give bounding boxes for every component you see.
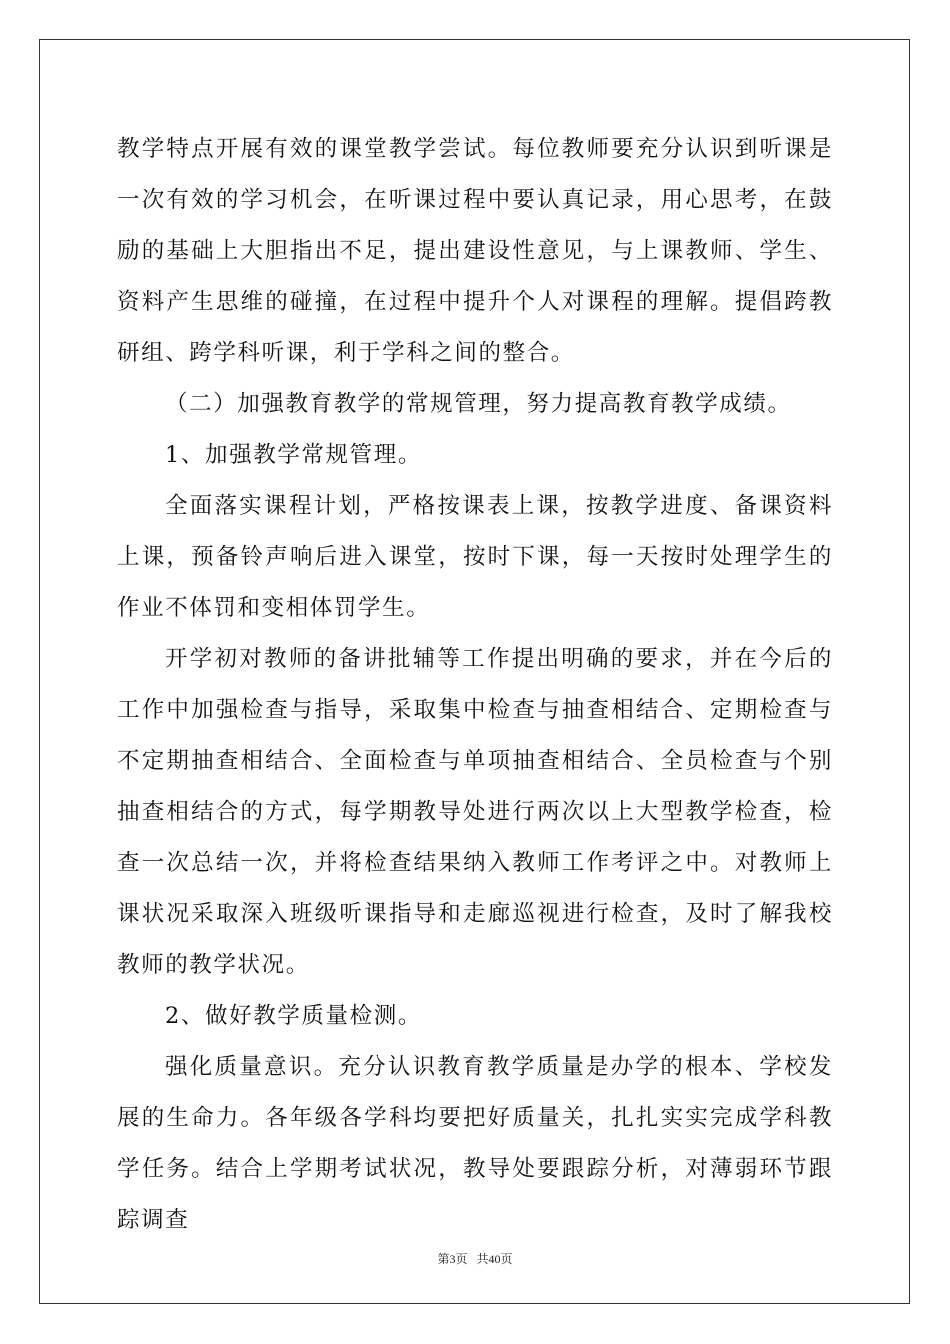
paragraph-curriculum: 全面落实课程计划，严格按课表上课，按教学进度、备课资料上课，预备铃声响后进入课堂，按时下课，每一天按时处理学生的作业不体罚和变相体罚学生。	[117, 493, 833, 621]
document-body	[117, 124, 833, 1246]
subsection-heading-1: 1、加强教学常规管理。	[165, 442, 422, 468]
section-heading: （二）加强教育教学的常规管理，努力提高教育教学成绩。	[165, 391, 792, 417]
page-number-footer: 第3页 共40页	[437, 1252, 513, 1266]
paragraph-continuation: 教学特点开展有效的课堂教学尝试。每位教师要充分认识到听课是一次有效的学习机会，在听课过程中要认真记录，用心思考，在鼓励的基础上大胆指出不足，提出建设性意见，与上课教师、学生、资料产生思维的碰撞，在过程中提升个人对课程的理解。提倡跨教研组、跨学科听课，利于学科之间的整合。	[117, 136, 833, 366]
paragraph-quality: 强化质量意识。充分认识教育教学质量是办学的根本、学校发展的生命力。各年级各学科均要把好质量关，扎扎实实完成学科教学任务。结合上学期考试状况，教导处要跟踪分析，对薄弱环节跟踪调查	[117, 1054, 833, 1233]
paragraph-inspection: 开学初对教师的备讲批辅等工作提出明确的要求，并在今后的工作中加强检查与指导，采取集中检查与抽查相结合、定期检查与不定期抽查相结合、全面检查与单项抽查相结合、全员检查与个别抽查相结合的方式，每学期教导处进行两次以上大型教学检查，检查一次总结一次，并将检查结果纳入教师工作考评之中。对教师上课状况采取深入班级听课指导和走廊巡视进行检查，及时了解我校教师的教学状况。	[117, 646, 833, 978]
subsection-heading-2: 2、做好教学质量检测。	[165, 1003, 422, 1029]
